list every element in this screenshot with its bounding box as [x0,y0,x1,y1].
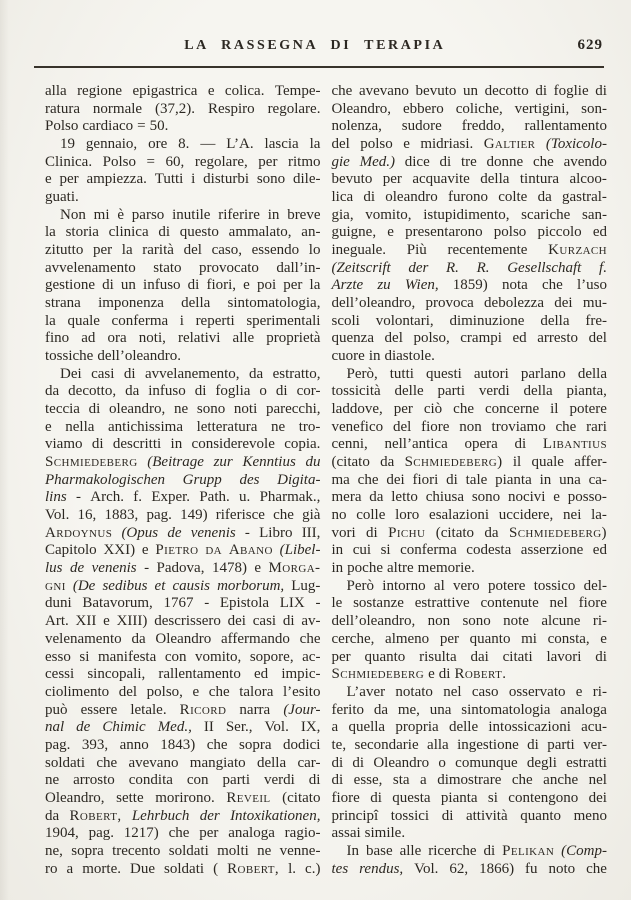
text-line: tossiche dell’oleandro. [45,348,182,365]
text-line: assai simile. [331,825,406,842]
text-line: Schmiedeberg (Beitrage zur Kenntius du [45,454,321,471]
text-line: può essere letale. Ricord narra (Jour- [45,701,321,718]
text-line: Oleandro, sette morirono. Reveil (citato [45,789,321,806]
text-line: fiore di questa pianta si contengono dei [331,789,607,806]
text-line: guigne, e presentarono polso piccolo ed [331,224,607,241]
text-line: cessi sincopali, rallentamento ed impic- [45,666,321,683]
text-line: lins - Arch. f. Exper. Path. u. Pharmak., [45,489,321,506]
text-line: (citato da Schmiedeberg) il quale affer- [331,454,607,471]
text-line: esso si manifesta con vomito, sopore, ac- [45,648,321,665]
text-line: bevuto per acquavite della tintura alcoo- [331,171,607,188]
text-line: ro a morte. Due soldati ( Robert, l. c.) [45,860,321,877]
text-line: e per ampiezza. Tutti i disturbi sono dile- [45,171,321,188]
text-line: zitutto per la rarità del caso, essendo lo [45,242,321,259]
text-line: principî tossici di attività quanto meno [331,807,607,824]
text-line: alla regione epigastrica e colica. Tempe- [45,83,321,99]
text-line: di esse, sta a dimostrare che anche nel [331,772,607,789]
text-line: velenamento da Oleandro affermando che [45,630,321,647]
text-line: ne, sopra trecento soldati molti ne venne- [45,842,321,859]
text-line: Schmiedeberg e di Robert. [331,666,507,683]
text-line: per quanto risulta dai citati lavori di [331,648,607,665]
text-line: che avevano bevuto un decotto di foglie di [331,83,607,99]
text-line: da Robert, Lehrbuch der Intoxikationen, [45,807,321,824]
text-line: Polso cardiaco = 50. [45,118,169,135]
text-line: gie Med.) dice di tre donne che avendo [331,153,607,170]
text-line: tossicità delle parti verdi della pianta, [331,383,607,400]
text-line: Art. XII e XIII) descrissero dei casi di av- [45,613,321,630]
text-line: dell’oleandro, provoca debolezza dei mu- [331,295,607,312]
text-line: Però, tutti questi autori parlano della [346,365,607,382]
text-line: Arzte zu Wien, 1859) nota che l’uso [331,277,607,294]
text-line: ciolimento del polso, e che talora l’esito [45,683,321,700]
text-line: Dei casi di avvelanemento, da estratto, [60,365,321,382]
text-line: vori di Pichu (citato da Schmiedeberg) [331,524,607,541]
text-line: lus de venenis - Padova, 1478) e Morga- [45,560,321,577]
text-line: la quale conferma i reperti sperimentali [45,312,321,329]
text-line: nal de Chimic Med., II Ser., Vol. IX, [45,719,321,736]
text-line: avvelenamento stato provocato dall’in- [45,259,321,276]
text-line: gni (De sedibus et causis morborum, Lug- [45,577,321,594]
text-line: cuore in diastole. [331,348,435,365]
text-line: guati. [45,189,79,206]
text-line: Capitolo XXI) e Pietro da Abano (Libel- [45,542,321,559]
text-line: tes rendus, Vol. 62, 1866) fu noto che [331,860,607,877]
text-line: cenni, nell’antica opera di Libantius [331,436,607,453]
header-rule-divider [34,66,604,68]
text-line: ferito da me, una sintomatologia analoga [331,701,607,718]
text-line: Però intorno al vero potere tossico del- [346,577,607,594]
text-line: soldati che avevano mangiato della car- [45,754,321,771]
text-line: 19 gennaio, ore 8. — L’A. lascia la [60,136,321,153]
text-line: gestione di un infuso di fiori, e poi per la [45,277,321,294]
text-line: 1904, pag. 1217) che per analoga ragio- [45,825,321,842]
text-line: nolenza, sudore freddo, rallentamento [331,118,607,135]
page-header [35,38,605,60]
text-line: viamo di descritti in considerevole copia. [45,436,321,453]
text-line: dell’oleandro, non sono note alcune ri- [331,613,607,630]
text-line: mera da letto chiusa sono nocivi e posso- [331,489,607,506]
text-line: te, secondarie alla ingestione di parti ver- [331,736,607,753]
text-line: lica di oleandro furono colte da gastral- [331,189,607,206]
text-line: ne arrosto condita con parti verdi di [45,772,321,789]
text-line: scoli volontari, diminuzione della fre- [331,312,607,329]
text-line: in cui si conferma codesta asserzione ed [331,542,607,559]
text-line: le sostanze estrattive contenute nel fiore [331,595,607,612]
text-line: venefico del fiore non troviamo che rari [331,418,607,435]
journal-title: LA RASSEGNA DI TERAPIA [184,38,446,53]
text-line: a quella propria delle intossicazioni acu- [331,719,607,736]
text-line: cerche, almeno per quanto mi consta, e [331,630,607,647]
text-line: da decotto, da infuso di foglia o di cor- [45,383,321,400]
text-line: ma che dei fiori di tale pianta in una ca- [331,471,607,488]
text-line: Oleandro, ebbero coliche, vertigini, son- [331,100,607,117]
text-line: ineguale. Più recentemente Kurzach [331,242,607,259]
page-number: 629 [577,37,603,53]
text-line: L’aver notato nel caso osservato e ri- [346,683,607,700]
text-line: laddove, per ciò che concerne il potere [331,401,607,418]
text-line: duni Batavorum, 1767 - Epistola LIX - [45,595,321,612]
right-column [332,83,608,878]
text-line: gia, vomito, istupidimento, scariche san- [331,206,607,223]
text-line: di di Oleandro o comunque degli estratti [331,754,607,771]
text-line: ratura normale (37,2). Respiro regolare. [45,100,321,117]
text-line: strana imponenza della sintomatologia, [45,295,321,312]
left-column [45,83,321,878]
text-line: fino ad ora noti, relativi alle proprietà [45,330,321,347]
text-line: e nella antichissima letteratura ne tro- [45,418,321,435]
text-line: (Zeitscrift der R. R. Gesellschaft f. [331,259,607,276]
text-line: pag. 393, anno 1843) che sopra dodici [45,736,321,753]
text-line: Pharmakologischen Grupp des Digita- [45,471,321,488]
text-line: no colle loro esalazioni uccidere, nei la- [331,507,607,524]
text-line: teccia di oleandro, ne sono noti parecchi, [45,401,321,418]
text-body [45,83,607,878]
text-line: in poche altre memorie. [331,560,475,577]
text-line: la storia clinica di questo ammalato, an- [45,224,321,241]
text-line: Non mi è parso inutile riferire in breve [60,206,321,223]
text-line: quenza del polso, crampi ed arresto del [331,330,607,347]
text-line: Ardoynus (Opus de venenis - Libro III, [45,524,321,541]
text-line: In base alle ricerche di Pelikan (Comp- [346,842,607,859]
text-line: Vol. 16, 1883, pag. 149) riferisce che già [45,507,321,524]
text-line: Clinica. Polso = 60, regolare, per ritmo [45,153,321,170]
text-line: del polso e midriasi. Galtier (Toxicolo- [331,136,607,153]
